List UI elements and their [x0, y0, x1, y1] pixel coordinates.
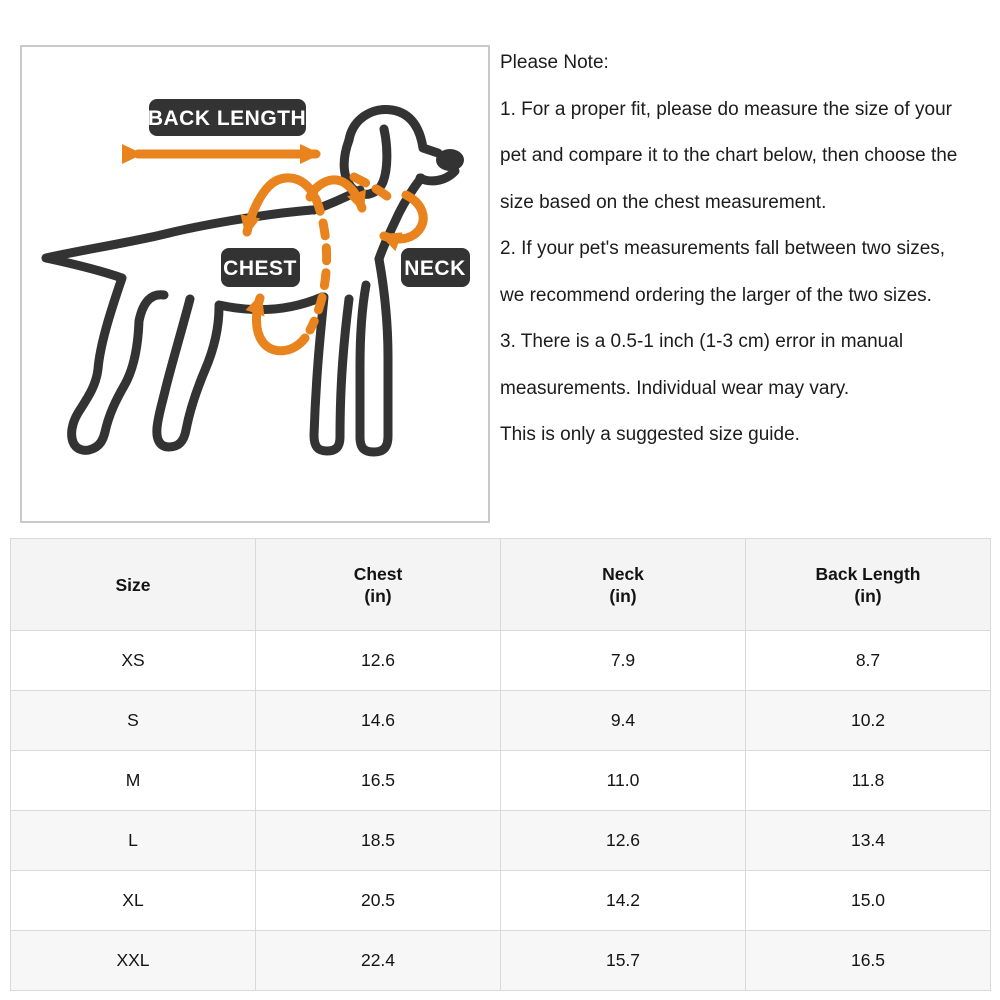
note-line: 3. There is a 0.5-1 inch (1-3 cm) error in manual — [500, 331, 904, 352]
size-table — [10, 538, 991, 991]
size-table-cell-neck: 7.9 — [501, 631, 746, 691]
neck-badge-label: NECK — [404, 257, 466, 280]
note-line: 1. For a proper fit, please do measure the size of your — [500, 98, 953, 120]
back-length-badge-label: BACK LENGTH — [147, 107, 307, 130]
size-table-cell-chest: 12.6 — [256, 631, 501, 691]
size-table-cell-chest: 18.5 — [256, 811, 501, 871]
note-line: size based on the chest measurement. — [500, 191, 827, 213]
size-table-wrap — [10, 538, 991, 991]
size-table-cell-back_length: 16.5 — [746, 931, 991, 991]
note-line: 2. If your pet's measurements fall between two sizes, — [500, 238, 946, 259]
size-table-cell-chest: 14.6 — [256, 691, 501, 751]
note-line: This is only a suggested size guide. — [500, 424, 800, 445]
chest-badge-label: CHEST — [223, 257, 297, 280]
size-table-cell-back_length: 8.7 — [746, 631, 991, 691]
size-table-cell-back_length: 10.2 — [746, 691, 991, 751]
size-table-cell-size: XS — [11, 631, 256, 691]
note-line: measurements. Individual wear may vary. — [500, 377, 850, 399]
size-table-row — [11, 691, 991, 751]
size-table-header-cell: Neck (in) — [501, 539, 746, 631]
notes — [500, 40, 998, 459]
dog-nose — [436, 149, 464, 171]
dog-diagram-svg — [22, 47, 488, 521]
size-table-row — [11, 811, 991, 871]
size-table-cell-size: S — [11, 691, 256, 751]
size-table-cell-size: XXL — [11, 931, 256, 991]
size-table-cell-neck: 9.4 — [501, 691, 746, 751]
size-table-header-cell: Back Length (in) — [746, 539, 991, 631]
size-table-cell-size: XL — [11, 871, 256, 931]
size-table-row — [11, 751, 991, 811]
size-table-cell-chest: 16.5 — [256, 751, 501, 811]
size-table-cell-size: M — [11, 751, 256, 811]
measurement-diagram — [20, 45, 490, 523]
size-table-cell-neck: 11.0 — [501, 751, 746, 811]
note-line: we recommend ordering the larger of the two sizes. — [500, 284, 932, 306]
size-table-row — [11, 871, 991, 931]
note-line: pet and compare it to the chart below, then choose the — [500, 145, 958, 166]
size-table-header-row — [11, 539, 991, 631]
size-table-row — [11, 931, 991, 991]
size-table-body — [11, 631, 991, 991]
size-table-header-cell: Size — [11, 539, 256, 631]
chest-arrow-top — [247, 178, 315, 232]
size-table-row — [11, 631, 991, 691]
size-table-header-cell: Chest (in) — [256, 539, 501, 631]
notes-title: Please Note: — [500, 52, 609, 73]
size-table-cell-neck: 12.6 — [501, 811, 746, 871]
size-table-cell-back_length: 15.0 — [746, 871, 991, 931]
size-table-cell-neck: 15.7 — [501, 931, 746, 991]
size-table-cell-chest: 20.5 — [256, 871, 501, 931]
size-table-cell-back_length: 11.8 — [746, 751, 991, 811]
size-table-cell-back_length: 13.4 — [746, 811, 991, 871]
size-table-cell-size: L — [11, 811, 256, 871]
size-table-cell-neck: 14.2 — [501, 871, 746, 931]
size-table-cell-chest: 22.4 — [256, 931, 501, 991]
